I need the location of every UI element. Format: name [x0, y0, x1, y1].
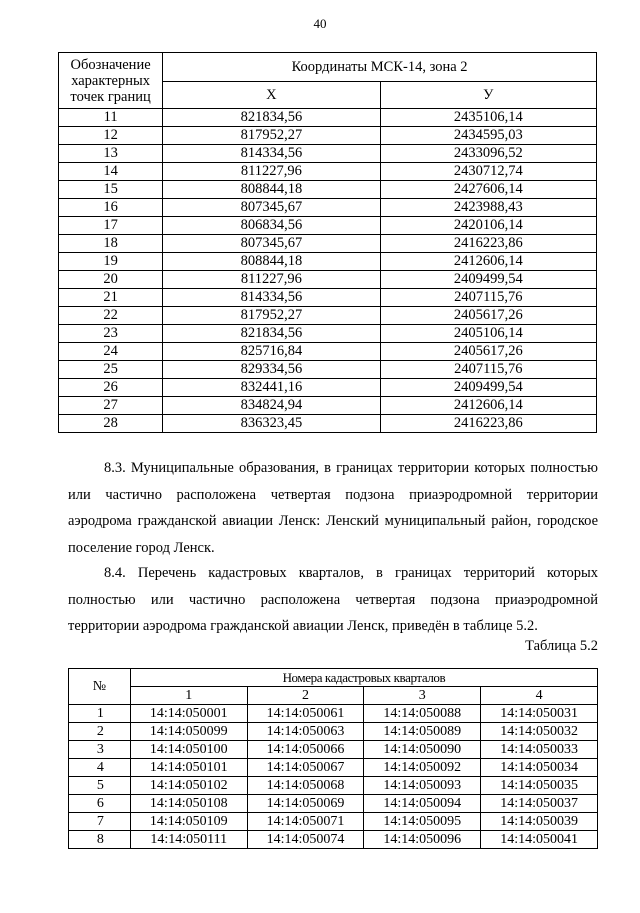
y-coordinate-cell: 2423988,43: [380, 199, 596, 217]
point-number-cell: 27: [59, 397, 163, 415]
cadastral-number-cell: 14:14:050063: [247, 723, 364, 741]
row-number-cell: 2: [69, 723, 131, 741]
cadastral-number-cell: 14:14:050088: [364, 705, 481, 723]
cadastral-number-cell: 14:14:050100: [130, 741, 247, 759]
table-row: [69, 777, 598, 795]
y-coordinate-cell: 2430712,74: [380, 163, 596, 181]
point-number-cell: 18: [59, 235, 163, 253]
y-coordinate-cell: 2416223,86: [380, 235, 596, 253]
table-row: [69, 723, 598, 741]
header-number: №: [69, 669, 131, 705]
x-coordinate-cell: 829334,56: [163, 361, 380, 379]
x-coordinate-cell: 808844,18: [163, 253, 380, 271]
cadastral-number-cell: 14:14:050102: [130, 777, 247, 795]
x-coordinate-cell: 814334,56: [163, 289, 380, 307]
cadastral-number-cell: 14:14:050032: [481, 723, 598, 741]
table-row: [59, 199, 597, 217]
paragraph-8-3-text: 8.3. Муниципальные образования, в границах территории которых полностью или частично расположена четвертая подзона приаэродромной территории аэродрома гражданской авиации Ленск: Ленский муниципальный район, городское поселение город Ленск.: [68, 460, 598, 556]
point-number-cell: 21: [59, 289, 163, 307]
point-number-cell: 28: [59, 415, 163, 433]
point-number-cell: 20: [59, 271, 163, 289]
cadastral-number-cell: 14:14:050069: [247, 795, 364, 813]
point-number-cell: 24: [59, 343, 163, 361]
cadastral-number-cell: 14:14:050096: [364, 831, 481, 849]
x-coordinate-cell: 807345,67: [163, 235, 380, 253]
y-coordinate-cell: 2420106,14: [380, 217, 596, 235]
table-row: [59, 289, 597, 307]
cadastral-number-cell: 14:14:050039: [481, 813, 598, 831]
point-number-cell: 11: [59, 109, 163, 127]
row-number-cell: 3: [69, 741, 131, 759]
cadastral-number-cell: 14:14:050093: [364, 777, 481, 795]
table-row: [59, 415, 597, 433]
row-number-cell: 8: [69, 831, 131, 849]
row-number-cell: 7: [69, 813, 131, 831]
table-row: [59, 127, 597, 145]
cadastral-number-cell: 14:14:050071: [247, 813, 364, 831]
page-number: 40: [313, 16, 327, 31]
point-number-cell: 15: [59, 181, 163, 199]
point-number-cell: 17: [59, 217, 163, 235]
cadastral-number-cell: 14:14:050108: [130, 795, 247, 813]
y-coordinate-cell: 2412606,14: [380, 397, 596, 415]
cadastral-number-cell: 14:14:050037: [481, 795, 598, 813]
row-number-cell: 4: [69, 759, 131, 777]
header-col-1: 1: [130, 687, 247, 705]
point-number-cell: 19: [59, 253, 163, 271]
table-5-2-caption: Таблица 5.2: [525, 638, 598, 654]
table-row: [59, 325, 597, 343]
header-point-designation: Обозначение характерных точек границ: [59, 53, 163, 109]
x-coordinate-cell: 808844,18: [163, 181, 380, 199]
table-row: [69, 759, 598, 777]
header-coordinates: Координаты МСК-14, зона 2: [163, 53, 597, 82]
point-number-cell: 13: [59, 145, 163, 163]
coordinates-table-body: [59, 109, 597, 433]
cadastral-number-cell: 14:14:050031: [481, 705, 598, 723]
x-coordinate-cell: 834824,94: [163, 397, 380, 415]
cadastral-table-body: [69, 705, 598, 849]
table-row: [59, 307, 597, 325]
cadastral-number-cell: 14:14:050035: [481, 777, 598, 795]
table-row: [69, 831, 598, 849]
y-coordinate-cell: 2433096,52: [380, 145, 596, 163]
table-row: [59, 163, 597, 181]
table-row: [69, 705, 598, 723]
x-coordinate-cell: 836323,45: [163, 415, 380, 433]
header-cadastral-quarters: Номера кадастровых кварталов: [130, 669, 597, 687]
x-coordinate-cell: 832441,16: [163, 379, 380, 397]
header-col-4: 4: [481, 687, 598, 705]
y-coordinate-cell: 2405106,14: [380, 325, 596, 343]
cadastral-number-cell: 14:14:050074: [247, 831, 364, 849]
paragraph-8-3: [68, 455, 598, 561]
y-coordinate-cell: 2405617,26: [380, 343, 596, 361]
table-row: [59, 181, 597, 199]
cadastral-number-cell: 14:14:050099: [130, 723, 247, 741]
table-row: [59, 235, 597, 253]
table-row: [59, 109, 597, 127]
cadastral-number-cell: 14:14:050067: [247, 759, 364, 777]
table-row: [69, 813, 598, 831]
header-col-2: 2: [247, 687, 364, 705]
cadastral-quarters-table: [68, 668, 598, 849]
point-number-cell: 23: [59, 325, 163, 343]
table-row: [59, 145, 597, 163]
cadastral-number-cell: 14:14:050041: [481, 831, 598, 849]
cadastral-number-cell: 14:14:050066: [247, 741, 364, 759]
point-number-cell: 25: [59, 361, 163, 379]
cadastral-number-cell: 14:14:050034: [481, 759, 598, 777]
table-row: [69, 795, 598, 813]
header-col-3: 3: [364, 687, 481, 705]
cadastral-number-cell: 14:14:050111: [130, 831, 247, 849]
x-coordinate-cell: 821834,56: [163, 109, 380, 127]
row-number-cell: 6: [69, 795, 131, 813]
header-y: У: [380, 82, 596, 109]
y-coordinate-cell: 2412606,14: [380, 253, 596, 271]
x-coordinate-cell: 807345,67: [163, 199, 380, 217]
table-row: [59, 343, 597, 361]
cadastral-number-cell: 14:14:050095: [364, 813, 481, 831]
cadastral-number-cell: 14:14:050089: [364, 723, 481, 741]
paragraph-8-4-text: 8.4. Перечень кадастровых кварталов, в границах территорий которых полностью или частично расположена четвертая подзона приаэродромной территории аэродрома гражданской авиации Ленск, приведён в таблице 5.2.: [68, 565, 598, 634]
point-number-cell: 16: [59, 199, 163, 217]
cadastral-number-cell: 14:14:050033: [481, 741, 598, 759]
table-row: [59, 271, 597, 289]
cadastral-number-cell: 14:14:050068: [247, 777, 364, 795]
y-coordinate-cell: 2407115,76: [380, 361, 596, 379]
x-coordinate-cell: 821834,56: [163, 325, 380, 343]
y-coordinate-cell: 2409499,54: [380, 379, 596, 397]
point-number-cell: 14: [59, 163, 163, 181]
y-coordinate-cell: 2427606,14: [380, 181, 596, 199]
row-number-cell: 1: [69, 705, 131, 723]
cadastral-number-cell: 14:14:050101: [130, 759, 247, 777]
row-number-cell: 5: [69, 777, 131, 795]
y-coordinate-cell: 2409499,54: [380, 271, 596, 289]
table-row: [69, 741, 598, 759]
paragraph-8-4: [68, 560, 598, 640]
point-number-cell: 22: [59, 307, 163, 325]
y-coordinate-cell: 2405617,26: [380, 307, 596, 325]
point-number-cell: 26: [59, 379, 163, 397]
point-number-cell: 12: [59, 127, 163, 145]
x-coordinate-cell: 825716,84: [163, 343, 380, 361]
y-coordinate-cell: 2407115,76: [380, 289, 596, 307]
table-row: [59, 397, 597, 415]
header-x: X: [163, 82, 380, 109]
table-row: [59, 217, 597, 235]
coordinates-table: [58, 52, 597, 433]
x-coordinate-cell: 817952,27: [163, 307, 380, 325]
table-row: [59, 379, 597, 397]
x-coordinate-cell: 811227,96: [163, 163, 380, 181]
x-coordinate-cell: 811227,96: [163, 271, 380, 289]
cadastral-number-cell: 14:14:050094: [364, 795, 481, 813]
cadastral-number-cell: 14:14:050092: [364, 759, 481, 777]
table-row: [59, 253, 597, 271]
x-coordinate-cell: 817952,27: [163, 127, 380, 145]
cadastral-number-cell: 14:14:050001: [130, 705, 247, 723]
cadastral-number-cell: 14:14:050109: [130, 813, 247, 831]
y-coordinate-cell: 2416223,86: [380, 415, 596, 433]
y-coordinate-cell: 2435106,14: [380, 109, 596, 127]
table-row: [59, 361, 597, 379]
x-coordinate-cell: 814334,56: [163, 145, 380, 163]
y-coordinate-cell: 2434595,03: [380, 127, 596, 145]
x-coordinate-cell: 806834,56: [163, 217, 380, 235]
cadastral-number-cell: 14:14:050061: [247, 705, 364, 723]
cadastral-number-cell: 14:14:050090: [364, 741, 481, 759]
